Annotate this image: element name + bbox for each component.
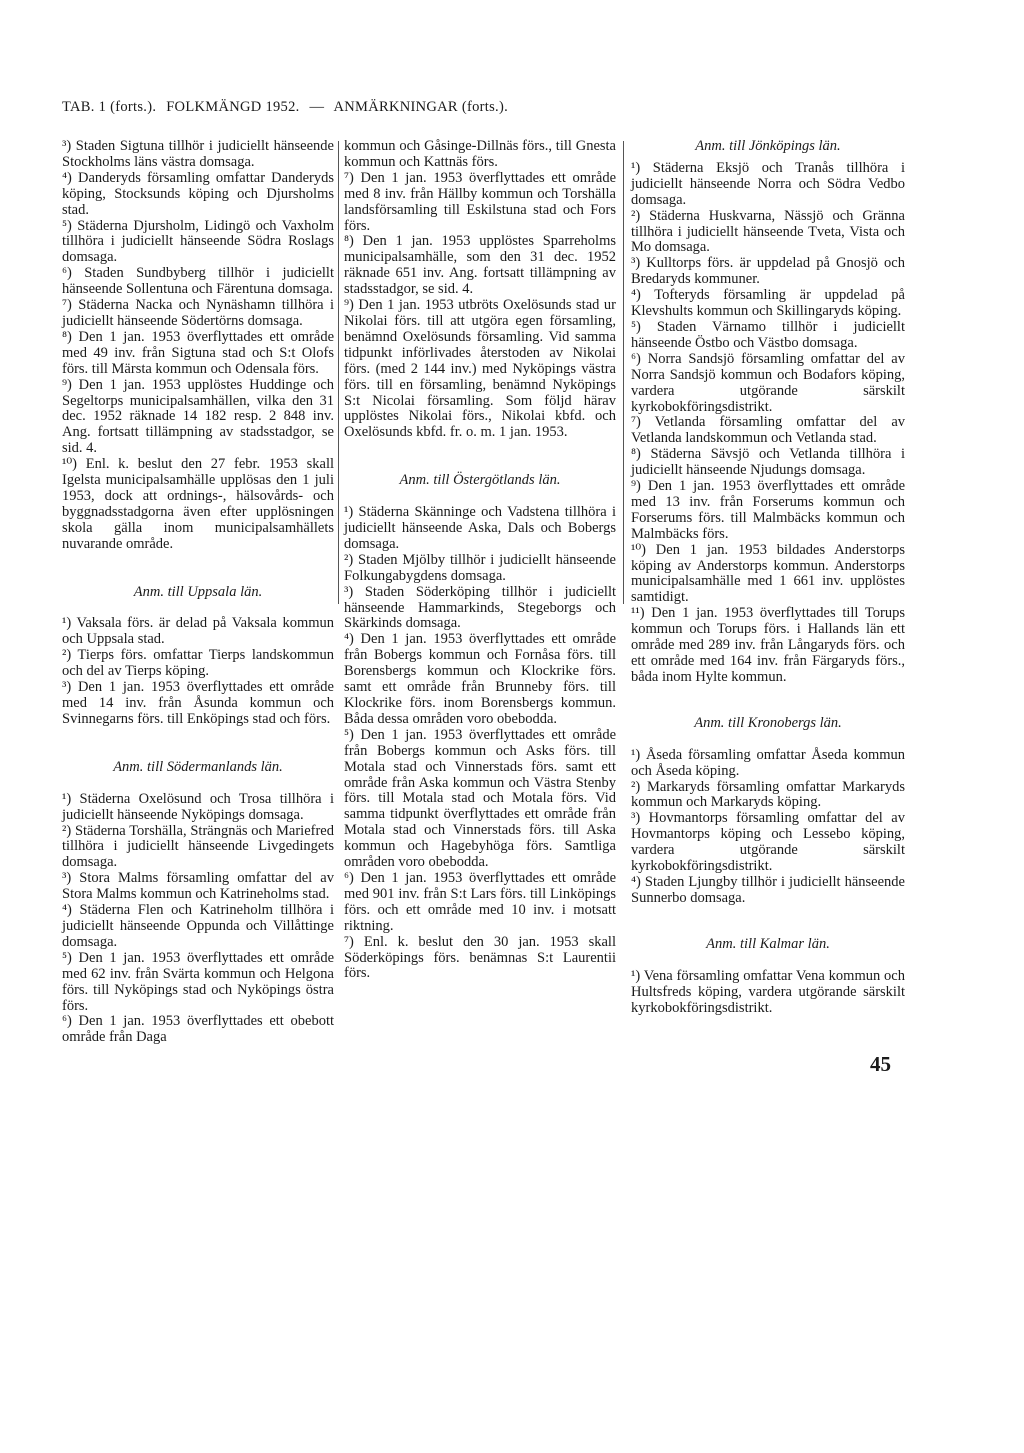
footnote: ⁹) Den 1 jan. 1953 överflyttades ett område med 13 inv. från Forserums kommun och Forserums förs. till Malmbäcks kommun och Malmbäcks förs. bbox=[631, 478, 905, 542]
footnote: ⁶) Den 1 jan. 1953 överflyttades ett område med 901 inv. från S:t Lars förs. till Linköpings förs. och ett område med 10 inv. i motsatt riktning. bbox=[344, 869, 616, 934]
footnote: ¹⁰) Enl. k. beslut den 27 febr. 1953 skall Igelsta municipalsamhälle upplösas den 1 juli 1953, dock att ordnings-, hälsovårds- och byggnadsstadgorna även efter upplösningen skola gälla inom municipalsamhällets nuvarande område. bbox=[62, 456, 334, 552]
footnote: ⁵) Städerna Djursholm, Lidingö och Vaxholm tillhöra i judiciellt hänseende Södra Roslags domsaga. bbox=[62, 217, 334, 266]
section-heading: Anm. till Södermanlands län. bbox=[113, 758, 283, 775]
footnote: ⁹) Den 1 jan. 1953 upplöstes Huddinge och Segeltorps municipalsamhällen, vilka den 31 dec. 1952 räknade 14 182 resp. 2 848 inv. Ang. fortsatt tillämpning av stadsstadgor, se sid. 4. bbox=[62, 376, 334, 457]
footnote: ⁵) Den 1 jan. 1953 överflyttades ett område med 62 inv. från Svärta kommun och Helgona förs. till Nyköpings stad och Nyköpings östra förs. bbox=[62, 949, 334, 1014]
footnote: ⁶) Norra Sandsjö församling omfattar del av Norra Sandsjö kommun och Bodafors köping, vardera utgörande särskilt kyrkobokföringsdistrikt. bbox=[631, 350, 905, 415]
section-heading: Anm. till Uppsala län. bbox=[133, 583, 263, 600]
footnote: ⁸) Den 1 jan. 1953 överflyttades ett område med 49 inv. från Sigtuna stad och S:t Olofs förs. till Märsta kommun och Odensala förs. bbox=[62, 328, 334, 377]
table-label: TAB. 1 (forts.). bbox=[62, 99, 157, 115]
footnote: ⁴) Tofteryds församling är uppdelad på Klevshults kommun och Skillingaryds köping. bbox=[631, 287, 905, 320]
footnote: ⁷) Vetlanda församling omfattar del av Vetlanda landskommun och Vetlanda stad. bbox=[631, 414, 905, 447]
section-heading: Anm. till Östergötlands län. bbox=[399, 472, 561, 489]
footnote: ²) Tierps förs. omfattar Tierps landskommun och del av Tierps köping. bbox=[62, 647, 334, 680]
section-heading: Anm. till Kalmar län. bbox=[706, 935, 830, 952]
header-topic: FOLKMÄNGD 1952. bbox=[166, 99, 300, 115]
footnote: ²) Staden Mjölby tillhör i judiciellt hänseende Folkungabygdens domsaga. bbox=[344, 551, 616, 584]
footnote: ⁶) Den 1 jan. 1953 överflyttades ett obebott område från Daga bbox=[62, 1013, 334, 1046]
footnote: ⁷) Den 1 jan. 1953 överflyttades ett område med 8 inv. från Hällby kommun och Torshälla landsförsamling till Eskilstuna stad och Fors förs. bbox=[344, 169, 616, 234]
column-rule bbox=[623, 141, 624, 604]
footnote: ⁴) Den 1 jan. 1953 överflyttades ett område från Bobergs kommun och Fornåsa förs. till Borensbergs kommun och Klockrike förs. samt ett område från Brunneby förs. till Klockrike förs. inom Borensbergs kommun. Båda dessa områden voro obebodda. bbox=[344, 631, 616, 727]
footnote: ⁴) Staden Ljungby tillhör i judiciellt hänseende Sunnerbo domsaga. bbox=[631, 873, 905, 906]
footnote: ⁷) Städerna Nacka och Nynäshamn tillhöra i judiciellt hänseende Södertörns domsaga. bbox=[62, 297, 334, 329]
footnote: ⁸) Den 1 jan. 1953 upplöstes Sparreholms municipalsamhälle, som den 31 dec. 1952 räknade 651 inv. Ang. fortsatt tillämpning av stadsstadgor, se sid. 4. bbox=[344, 233, 616, 298]
footnote: ¹) Städerna Eksjö och Tranås tillhöra i judiciellt hänseende Norra och Södra Vedbo domsaga. bbox=[631, 159, 905, 208]
footnote: ²) Städerna Huskvarna, Nässjö och Gränna tillhöra i judiciellt hänseende Tveta, Vista och Mo domsaga. bbox=[631, 207, 905, 256]
footnote: ¹) Städerna Oxelösund och Trosa tillhöra i judiciellt hänseende Nyköpings domsaga. bbox=[62, 790, 334, 823]
footnote: ¹) Åseda församling omfattar Åseda kommun och Åseda köping. bbox=[631, 746, 905, 779]
footnote: ¹⁰) Den 1 jan. 1953 bildades Anderstorps köping av Anderstorps kommun. Anderstorps municipalsamhälle med 1 661 inv. upplöstes samtidigt. bbox=[631, 541, 905, 606]
footnote: ⁵) Staden Värnamo tillhör i judiciellt hänseende Östbo och Västbo domsaga. bbox=[631, 318, 905, 351]
footnote: ⁴) Städerna Flen och Katrineholm tillhöra i judiciellt hänseende Oppunda och Villåttinge domsaga. bbox=[62, 902, 334, 950]
section-heading: Anm. till Jönköpings län. bbox=[695, 138, 841, 154]
footnote: ³) Den 1 jan. 1953 överflyttades ett område med 14 inv. från Åsunda kommun och Svinnegarns förs. till Enköpings stad och förs. bbox=[62, 679, 334, 727]
footnote: ⁷) Enl. k. beslut den 30 jan. 1953 skall Söderköpings förs. benämnas S:t Laurentii förs. bbox=[344, 933, 616, 982]
footnote: ⁸) Städerna Sävsjö och Vetlanda tillhöra i judiciellt hänseende Njudungs domsaga. bbox=[631, 446, 905, 479]
footnote: ²) Markaryds församling omfattar Markaryds kommun och Markaryds köping. bbox=[631, 778, 905, 811]
column-2 bbox=[344, 139, 616, 982]
footnote: ⁹) Den 1 jan. 1953 utbröts Oxelösunds stad ur Nikolai förs. till att utgöra egen församling, benämnd Oxelösunds församling. Vid samma tidpunkt införlivades återstoden av Nikolai förs. (med 2 144 inv.) med Nyköpings västra förs. till en församling, benämnd Nyköpings S:t Nicolai församling. Som följd härav upplöstes Nikolai förs., Nikolai kbfd. och Oxelösunds kbfd. fr. o. m. 1 jan. 1953. bbox=[344, 297, 616, 441]
footnote: kommun och Gåsinge-Dillnäs förs., till Gnesta kommun och Kattnäs förs. bbox=[344, 138, 616, 170]
footnote: ⁶) Staden Sundbyberg tillhör i judiciellt hänseende Sollentuna och Färentuna domsaga. bbox=[62, 265, 334, 298]
footnote: ⁵) Den 1 jan. 1953 överflyttades ett område från Bobergs kommun och Asks förs. till Motala stad och Vinnerstads förs. samt ett område från Aska kommun och Västra Stenby förs. till Motala stad och Motala förs. Vid samma tidpunkt överflyttades ett område från Motala stad och Vinnerstads förs. till Aska kommun och Hagebyhöga förs. Samtliga områden voro obebodda. bbox=[344, 726, 616, 871]
footnote: ³) Hovmantorps församling omfattar del av Hovmantorps köping och Lessebo köping, vardera utgörande särskilt kyrkobokföringsdistrikt. bbox=[631, 810, 905, 875]
section-heading: Anm. till Kronobergs län. bbox=[694, 714, 842, 731]
page-number: 45 bbox=[870, 1052, 891, 1076]
footnote: ¹¹) Den 1 jan. 1953 överflyttades till Torups kommun och Torups förs. i Hallands län ett område med 289 inv. från Långaryds förs. och ett område med 164 inv. från Färgaryds förs., båda inom Hylte kommun. bbox=[631, 605, 905, 685]
footnote: ⁴) Danderyds församling omfattar Danderyds köping, Stocksunds köping och Djursholms stad. bbox=[62, 169, 334, 218]
header-notes: ANMÄRKNINGAR (forts.). bbox=[333, 99, 509, 115]
footnote: ¹) Vena församling omfattar Vena kommun och Hultsfreds köping, vardera utgörande särskilt kyrkobokföringsdistrikt. bbox=[631, 967, 905, 1016]
footnote: ³) Staden Sigtuna tillhör i judiciellt hänseende Stockholms läns västra domsaga. bbox=[62, 138, 334, 170]
column-1 bbox=[62, 139, 334, 1046]
header-dash: — bbox=[309, 99, 325, 115]
footnote: ³) Staden Söderköping tillhör i judiciellt hänseende Hammarkinds, Stegeborgs och Skärkinds domsaga. bbox=[344, 583, 616, 632]
footnote: ²) Städerna Torshälla, Strängnäs och Mariefred tillhöra i judiciellt hänseende Livgedingets domsaga. bbox=[62, 822, 334, 871]
footnote: ³) Kulltorps förs. är uppdelad på Gnosjö och Bredaryds kommuner. bbox=[631, 255, 905, 288]
page-header bbox=[62, 99, 514, 116]
footnote: ¹) Städerna Skänninge och Vadstena tillhöra i judiciellt hänseende Aska, Dals och Bobergs domsaga. bbox=[344, 504, 616, 552]
footnote: ³) Stora Malms församling omfattar del av Stora Malms kommun och Katrineholms stad. bbox=[62, 870, 334, 903]
column-rule bbox=[338, 141, 339, 604]
footnote: ¹) Vaksala förs. är delad på Vaksala kommun och Uppsala stad. bbox=[62, 615, 334, 648]
column-3 bbox=[631, 139, 905, 1016]
